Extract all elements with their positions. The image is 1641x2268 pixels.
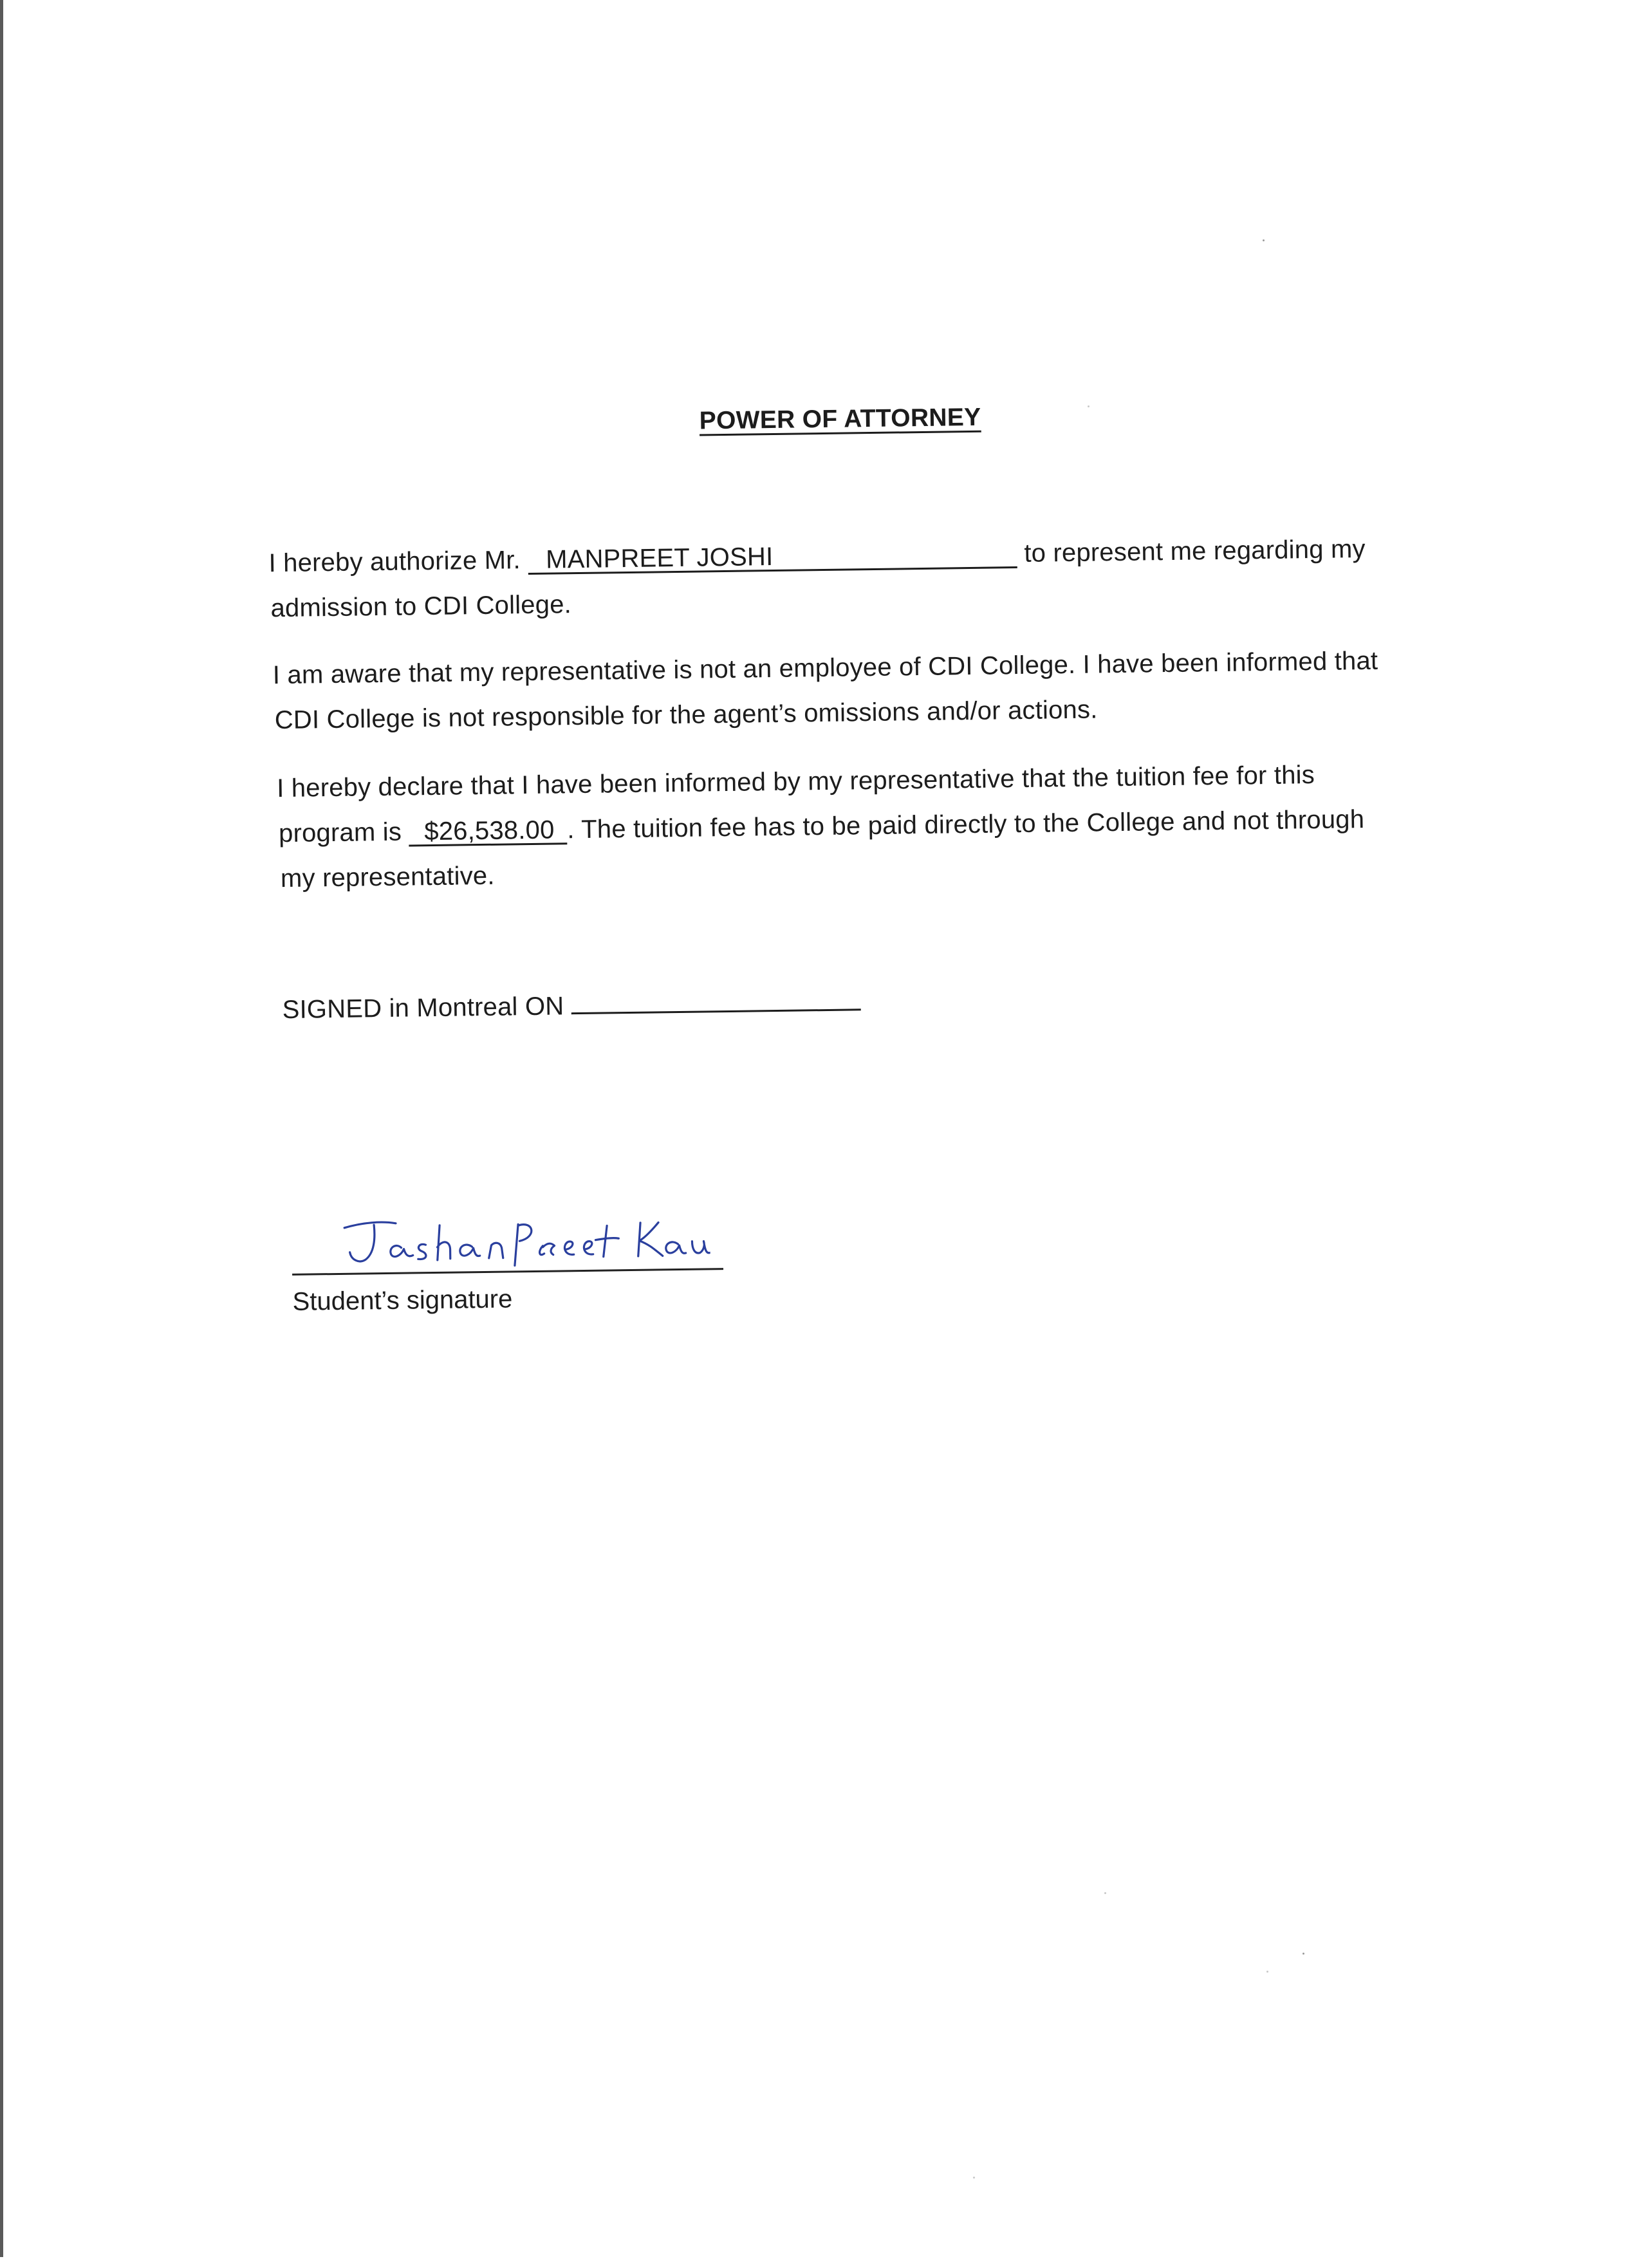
document-title: POWER OF ATTORNEY	[699, 403, 981, 435]
signature-caption: Student’s signature	[292, 1285, 513, 1316]
representative-name: MANPREET JOSHI	[545, 543, 774, 574]
handwritten-signature	[337, 1198, 710, 1274]
authorization-suffix: to represent me regarding my	[1016, 534, 1366, 568]
scan-speck	[1266, 1971, 1268, 1973]
authorization-prefix: I hereby authorize Mr.	[268, 546, 528, 578]
scan-speck	[1263, 239, 1265, 241]
signed-line	[282, 983, 861, 1025]
representative-name-blank	[528, 541, 1017, 575]
declaration-line-2	[279, 805, 1365, 848]
declaration-line-3: my representative.	[280, 861, 495, 893]
declaration-prefix: program is	[278, 817, 409, 848]
tuition-fee-blank	[409, 817, 568, 846]
declaration-line-1: I hereby declare that I have been informed by my representative that the tuition fee for this	[276, 761, 1315, 803]
awareness-line-2: CDI College is not responsible for the agent’s omissions and/or actions.	[274, 695, 1098, 735]
signed-date-blank	[571, 983, 861, 1014]
scan-speck	[1104, 1892, 1106, 1894]
scan-speck	[1088, 405, 1089, 407]
tuition-fee: $26,538.00	[424, 815, 555, 846]
authorization-line-2: admission to CDI College.	[270, 590, 572, 623]
scan-speck	[1303, 1953, 1304, 1955]
authorization-line	[268, 535, 1366, 578]
declaration-suffix: . The tuition fee has to be paid directly to the College and not through	[567, 805, 1365, 844]
awareness-line-1: I am aware that my representative is not an employee of CDI College. I have been informed that	[272, 646, 1378, 690]
signed-label: SIGNED in Montreal ON	[282, 992, 571, 1025]
scan-speck	[973, 2177, 975, 2179]
